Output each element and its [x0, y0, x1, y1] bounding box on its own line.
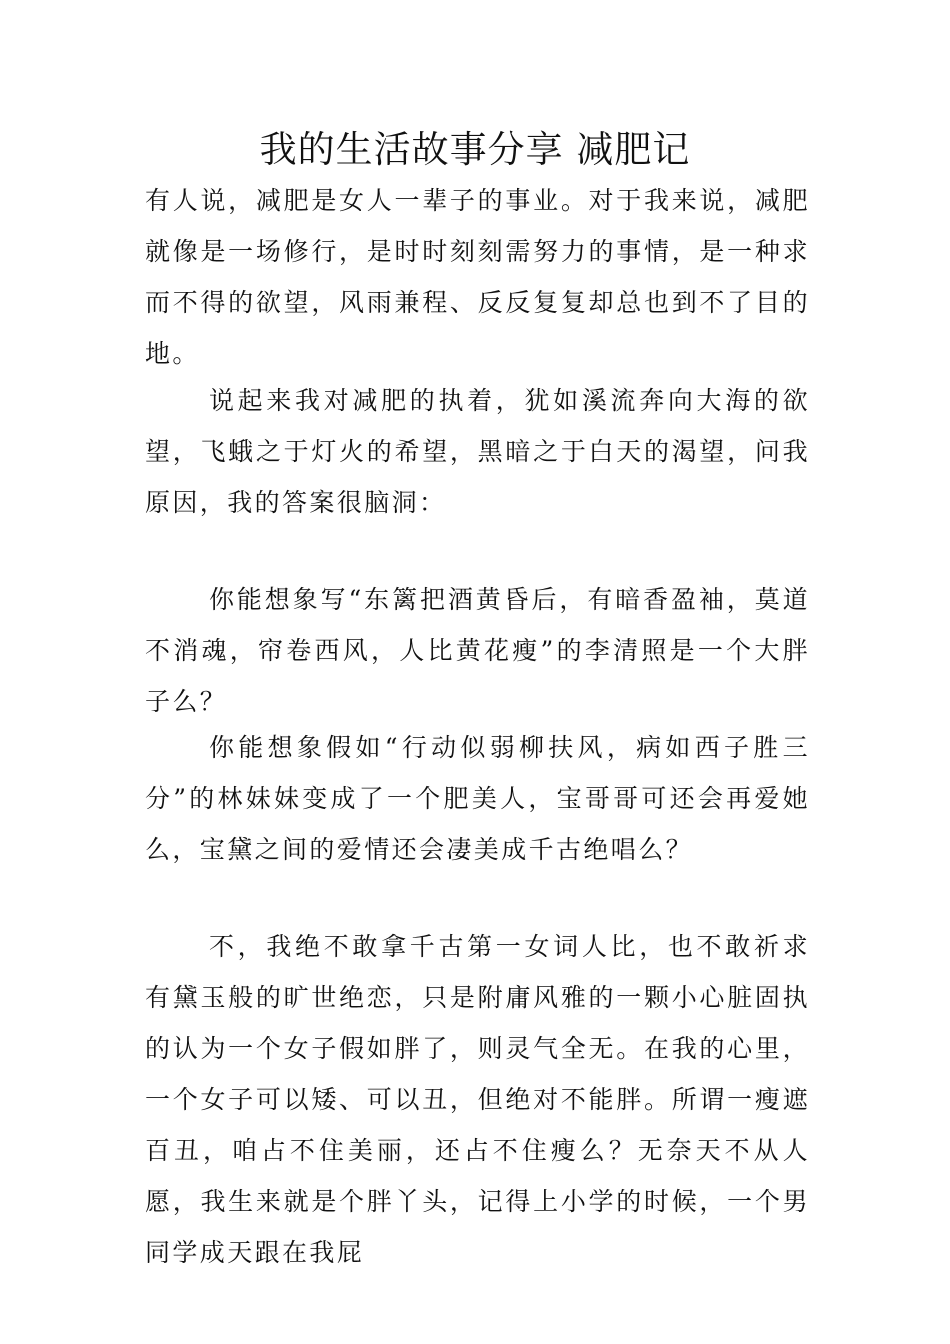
paragraph-obsession: 说起来我对减肥的执着，犹如溪流奔向大海的欲望，飞蛾之于灯火的希望，黑暗之于白天的渴望，问我原因，我的答案很脑洞： — [145, 386, 810, 517]
document-title: 我的生活故事分享 减肥记 — [259, 128, 691, 171]
paragraph-childhood: 不，我绝不敢拿千古第一女词人比，也不敢祈求有黛玉般的旷世绝恋，只是附庸风雅的一颗小心脏固执的认为一个女子假如胖了，则灵气全无。在我的心里，一个女子可以矮、可以丑，但绝对不能胖。所谓一瘦遮百丑，咱占不住美丽，还占不住瘦么？无奈天不从人愿，我生来就是个胖丫头，记得上小学的时候，一个男同学成天跟在我屁 — [145, 932, 810, 1267]
paragraph-intro: 有人说，减肥是女人一辈子的事业。对于我来说，减肥就像是一场修行，是时时刻刻需努力的事情，是一种求而不得的欲望，风雨兼程、反反复复却总也到不了目的地。 — [145, 186, 810, 368]
paragraph-li-qingzhao: 你能想象写“东篱把酒黄昏后，有暗香盈袖，莫道不消魂，帘卷西风，人比黄花瘦”的李清照是一个大胖子么？ — [145, 585, 810, 716]
paragraph-lin-daiyu: 你能想象假如“行动似弱柳扶风，病如西子胜三分”的林妹妹变成了一个肥美人，宝哥哥可还会再爱她么，宝黛之间的爱情还会凄美成千古绝唱么？ — [145, 733, 810, 864]
